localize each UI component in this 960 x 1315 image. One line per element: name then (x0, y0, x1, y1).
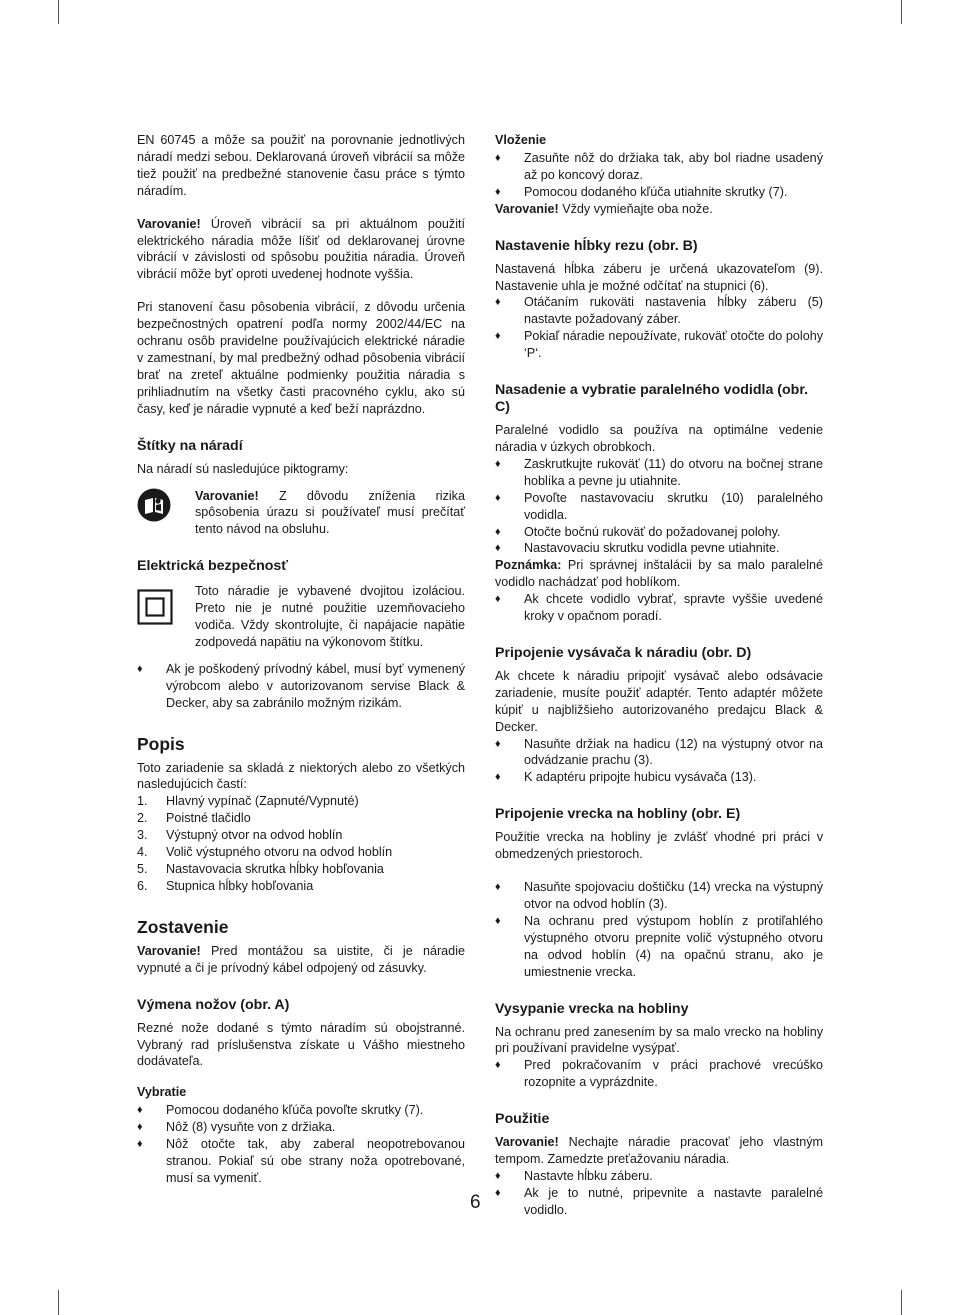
list-item (137, 661, 465, 712)
paragraph (137, 216, 465, 284)
part-item (137, 827, 465, 844)
part-item (137, 810, 465, 827)
warning-label: Varovanie! (137, 943, 201, 958)
paragraph: Na ochranu pred zanesením by sa malo vrecko na hobliny pri používaní pravidelne vysýpať. (495, 1024, 823, 1056)
part-number: 6. (137, 878, 148, 893)
right-column (495, 132, 823, 1219)
bullet-list (495, 879, 823, 980)
part-name: Hlavný vypínač (Zapnuté/Vypnuté) (166, 794, 359, 809)
paragraph: Nastavená hĺbka záberu je určená ukazovateľom (9). Nastavenie uhla je možné odčítať na stupnici (6). (495, 261, 823, 293)
bullet-icon: ♦ (495, 881, 501, 894)
paragraph-text: Úroveň vibrácií sa pri aktuálnom použití elektrického náradia môže líšiť od deklarovanej úrovne vibrácií v závislosti od spôsobu použitia náradia. Úroveň vibrácií môže byť oproti uvedenej hodnote vyššia. (137, 216, 465, 282)
bullet-list (495, 1168, 823, 1219)
bullet-icon: ♦ (137, 1104, 143, 1117)
list-item (495, 150, 823, 184)
list-item (495, 490, 823, 524)
list-item-text: Zaskrutkujte rukoväť (11) do otvoru na bočnej strane hoblíka a pevne ju utiahnite. (524, 456, 823, 488)
bullet-icon: ♦ (495, 542, 501, 555)
section-heading: Pripojenie vysávača k náradiu (obr. D) (495, 644, 752, 661)
list-item-text: Nastavte hĺbku záberu. (524, 1168, 653, 1183)
section-heading: Zostavenie (137, 916, 229, 937)
part-name: Nastavovacia skrutka hĺbky hobľovania (166, 862, 384, 876)
pictogram-row (137, 583, 465, 651)
list-item-text: Pokiaľ náradie nepoužívate, rukoväť otočte do polohy ‘P‘. (524, 329, 823, 361)
part-name: Poistné tlačidlo (166, 811, 251, 826)
part-number: 3. (137, 828, 148, 843)
bullet-icon: ♦ (495, 1169, 501, 1182)
list-item-text: Nasuňte držiak na hadicu (12) na výstupný otvor na odvádzanie prachu (3). (524, 736, 823, 768)
warning-label: Varovanie! (195, 488, 259, 503)
bullet-icon: ♦ (495, 330, 501, 343)
list-item (137, 1136, 465, 1187)
list-item (495, 184, 823, 201)
section-heading: Pripojenie vrecka na hobliny (obr. E) (495, 806, 741, 823)
paragraph: Pri stanovení času pôsobenia vibrácií, z dôvodu určenia bezpečnostných opatrení podľa normy 2002/44/EC na ochranu osôb pravidelne používajúcich elektrické náradie v zamestnaní, by mal predbežný odhad pôsobenia vibrácií brať na zreteľ aktuálne podmienky použitia náradia s prihliadnutím na všetky časti pracovného cyklu, ako sú časy, keď je náradie vypnuté a keď beží naprázdno. (137, 300, 465, 416)
bullet-list (495, 591, 823, 625)
list-item (495, 294, 823, 328)
list-item (495, 913, 823, 981)
bullet-list (495, 1057, 823, 1091)
bullet-list (137, 661, 465, 712)
bullet-icon: ♦ (495, 491, 501, 504)
bullet-icon: ♦ (495, 593, 501, 606)
list-item-text: K adaptéru pripojte hubicu vysávača (13). (524, 770, 757, 785)
parts-list (137, 793, 465, 894)
section-heading: Štítky na náradí (137, 437, 243, 454)
bullet-list (495, 736, 823, 787)
bullet-icon: ♦ (137, 1121, 143, 1134)
paragraph: Paralelné vodidlo sa používa na optimálne vedenie náradia v úzkych obrobkoch. (495, 423, 823, 454)
pictogram-text (195, 488, 465, 539)
section-heading: Použitie (495, 1111, 550, 1128)
paragraph: EN 60745 a môže sa použiť na porovnanie jednotlivých náradí medzi sebou. Deklarovaná úroveň vibrácií sa môže tiež použiť na predbežné stanovenie času práce s týmto náradím. (137, 133, 465, 198)
list-item-text: Pomocou dodaného kľúča povoľte skrutky (7). (166, 1103, 424, 1118)
paragraph (495, 201, 823, 218)
crop-mark (901, 1290, 902, 1315)
page-number: 6 (470, 1192, 481, 1213)
bullet-icon: ♦ (495, 914, 501, 927)
note-label: Poznámka: (495, 558, 562, 573)
part-number: 5. (137, 862, 148, 876)
paragraph (137, 943, 465, 977)
read-manual-icon (137, 488, 195, 527)
section-heading: Nasadenie a vybratie paralelného vodidla (obr. C) (495, 382, 809, 416)
bullet-list (137, 1102, 465, 1187)
list-item-text: Pred pokračovaním v práci prachové vrecúško rozopnite a vyprázdnite. (524, 1058, 823, 1090)
paragraph: Použitie vrecka na hobliny je zvlášť vhodné pri práci v obmedzených priestoroch. (495, 830, 823, 862)
bullet-icon: ♦ (495, 1186, 501, 1199)
bullet-icon: ♦ (137, 1138, 143, 1151)
bullet-icon: ♦ (495, 1059, 501, 1072)
list-item-text: Ak je poškodený prívodný kábel, musí byť vymenený výrobcom alebo v autorizovanom servise Black & Decker, aby sa zabránilo možným rizikám. (166, 661, 465, 710)
bullet-icon: ♦ (137, 662, 143, 675)
list-item-text: Nôž (8) vysuňte von z držiaka. (166, 1120, 336, 1135)
section-heading: Výmena nožov (obr. A) (137, 996, 290, 1013)
section-heading: Popis (137, 733, 185, 754)
list-item (495, 1057, 823, 1091)
list-item-text: Ak je to nutné, pripevnite a nastavte paralelné vodidlo. (524, 1185, 823, 1217)
part-item (137, 878, 465, 895)
warning-label: Varovanie! (137, 216, 201, 231)
list-item (495, 591, 823, 625)
part-item (137, 861, 465, 878)
list-item-text: Pomocou dodaného kľúča utiahnite skrutky (7). (524, 184, 788, 199)
list-item (495, 1168, 823, 1185)
bullet-icon: ♦ (495, 737, 501, 750)
list-item-text: Nastavovaciu skrutku vodidla pevne utiahnite. (524, 541, 780, 556)
warning-label: Varovanie! (495, 201, 559, 216)
bullet-icon: ♦ (495, 152, 501, 164)
paragraph: Rezné nože dodané s týmto náradím sú obojstranné. Vybraný rad príslušenstva získate u Vášho miestneho dodávateľa. (137, 1020, 465, 1069)
list-item-text: Nôž otočte tak, aby zaberal neopotrebovanou stranou. Pokiaľ sú obe strany noža opotrebované, musí sa vymeniť. (166, 1137, 465, 1185)
list-item (495, 540, 823, 557)
list-item (495, 524, 823, 541)
left-column (137, 132, 465, 1187)
paragraph-text: Vždy vymieňajte oba nože. (558, 201, 713, 216)
list-item (495, 736, 823, 770)
paragraph-text: Nechajte náradie pracovať jeho vlastným tempom. Zamedzte preťažovaniu náradia. (495, 1135, 823, 1167)
list-item (137, 1102, 465, 1119)
pictogram-row (137, 488, 465, 539)
list-item (495, 1185, 823, 1219)
list-item (137, 1119, 465, 1136)
part-number: 1. (137, 794, 148, 809)
list-item-text: Zasuňte nôž do držiaka tak, aby bol riadne usadený až po koncový doraz. (524, 151, 823, 182)
list-item-text: Nasuňte spojovaciu doštičku (14) vrecka na výstupný otvor na odvod hoblín (3). (524, 880, 823, 911)
subsection-heading: Vloženie (495, 133, 547, 147)
paragraph (495, 1134, 823, 1168)
part-name: Volič výstupného otvoru na odvod hoblín (166, 845, 393, 860)
bullet-list (495, 150, 823, 201)
bullet-icon: ♦ (495, 771, 501, 784)
paragraph-text: Pri správnej inštalácii by sa malo paralelné vodidlo nachádzať pod hoblíkom. (495, 558, 823, 590)
part-number: 4. (137, 845, 148, 860)
bullet-icon: ♦ (495, 457, 501, 470)
list-item (495, 456, 823, 490)
pictogram-text: Toto náradie je vybavené dvojitou izoláciou. Preto nie je nutné použitie uzemňovacieho vodiča. Vždy skontrolujte, či napájacie napätie zodpovedá napätiu na výkonovom štítku. (195, 584, 465, 649)
bullet-icon: ♦ (495, 525, 501, 538)
part-item (137, 793, 465, 810)
section-heading: Nastavenie hĺbky rezu (obr. B) (495, 237, 698, 254)
part-number: 2. (137, 811, 148, 826)
bullet-list (495, 456, 823, 557)
paragraph-text: Z dôvodu zníženia rizika spôsobenia úrazu si používateľ musí prečítať tento návod na obsluhu. (195, 488, 465, 537)
section-heading: Elektrická bezpečnosť (137, 558, 289, 575)
part-item (137, 844, 465, 861)
part-name: Výstupný otvor na odvod hoblín (166, 828, 343, 843)
list-item (495, 879, 823, 913)
paragraph-text: Pred montážou sa uistite, či je náradie vypnuté a či je prívodný kábel odpojený od zásuvky. (137, 943, 465, 975)
bullet-icon: ♦ (495, 296, 501, 309)
warning-label: Varovanie! (495, 1135, 559, 1150)
crop-mark (58, 1290, 59, 1315)
list-item-text: Otočte bočnú rukoväť do požadovanej polohy. (524, 524, 781, 539)
bullet-icon: ♦ (495, 185, 501, 198)
list-item-text: Otáčaním rukoväti nastavenia hĺbky záberu (5) nastavte požadovaný záber. (524, 295, 823, 327)
paragraph: Na náradí sú nasledujúce piktogramy: (137, 461, 349, 476)
paragraph: Toto zariadenie sa skladá z niektorých alebo zo všetkých nasledujúcich častí: (137, 760, 465, 792)
list-item-text: Povoľte nastavovaciu skrutku (10) paralelného vodidla. (524, 490, 823, 522)
subsection-heading: Vybratie (137, 1085, 187, 1100)
paragraph (495, 557, 823, 591)
section-heading: Vysypanie vrecka na hobliny (495, 1000, 689, 1017)
list-item-text: Na ochranu pred výstupom hoblín z protiľahlého výstupného otvoru prepnite volič výstupného otvoru na odvod hoblín (4) na opačnú stranu, ako je umiestnenie vrecka. (524, 913, 823, 979)
list-item-text: Ak chcete vodidlo vybrať, spravte vyššie uvedené kroky v opačnom poradí. (524, 592, 823, 624)
list-item (495, 328, 823, 362)
crop-mark (901, 0, 902, 24)
part-name: Stupnica hĺbky hobľovania (166, 878, 314, 893)
crop-mark (58, 0, 59, 24)
list-item (495, 769, 823, 786)
bullet-list (495, 294, 823, 362)
double-insulation-icon (137, 583, 195, 630)
paragraph: Ak chcete k náradiu pripojiť vysávač alebo odsávacie zariadenie, musíte použiť adaptér. Tento adaptér môžete kúpiť u najbližšieho autorizovaného predajcu Black & Decker. (495, 668, 823, 734)
